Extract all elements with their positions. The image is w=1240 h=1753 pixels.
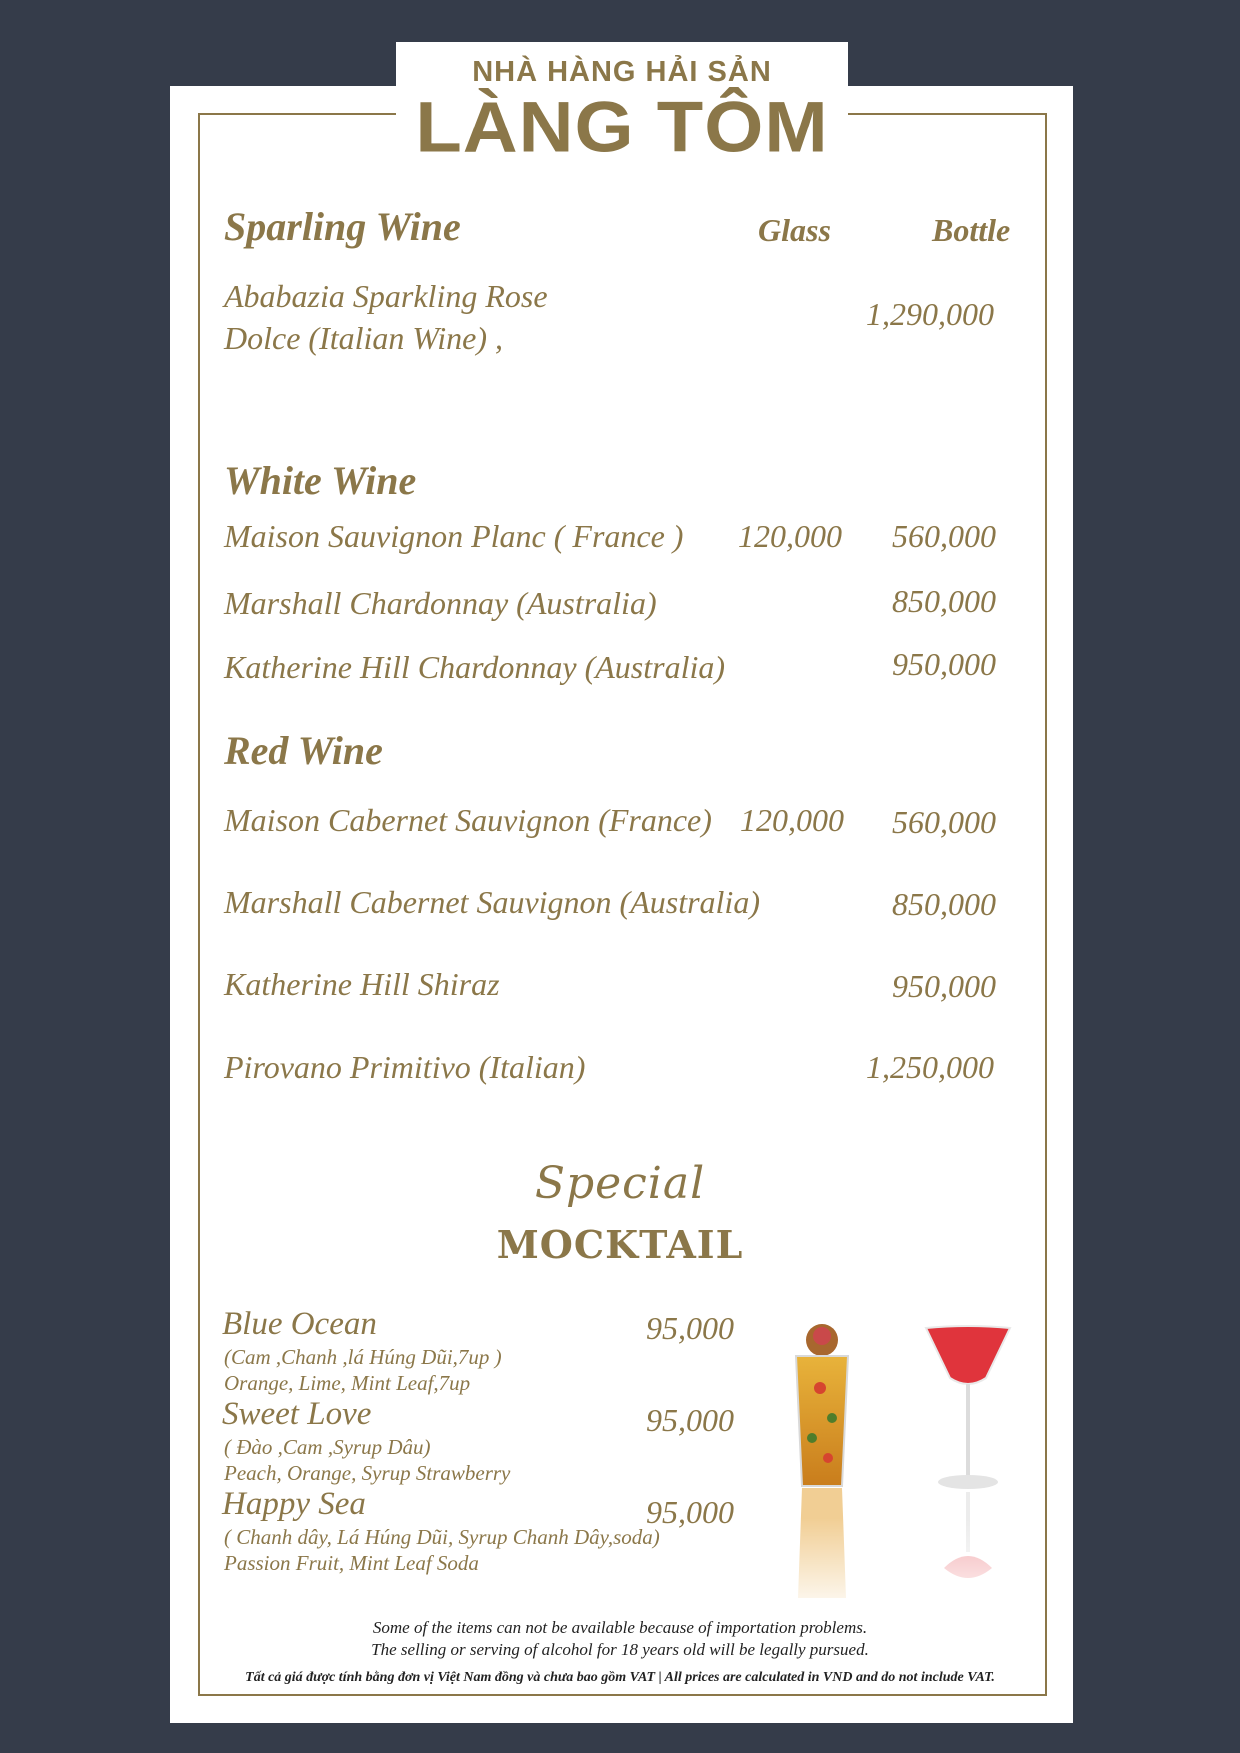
column-header-bottle: Bottle: [932, 212, 1011, 248]
section-title-white: White Wine: [224, 458, 417, 503]
mocktail-english: Orange, Lime, Mint Leaf,7up: [224, 1371, 471, 1395]
column-header-glass: Glass: [758, 212, 831, 248]
mocktail-english: Peach, Orange, Syrup Strawberry: [224, 1461, 511, 1485]
restaurant-logo: [396, 42, 848, 168]
section-title-sparkling: Sparling Wine: [224, 204, 461, 249]
bottle-price: 850,000: [892, 583, 996, 619]
glass-price: 120,000: [740, 802, 844, 838]
mocktail-price: 95,000: [646, 1310, 734, 1346]
menu-item-name: Katherine Hill Chardonnay (Australia): [224, 649, 726, 685]
special-script-title: Special: [534, 1158, 706, 1209]
alcohol-note: The selling or serving of alcohol for 18 years old will be legally pursued.: [371, 1640, 869, 1659]
mocktail-drinks-illustration: [780, 1318, 1030, 1618]
bottle-price: 560,000: [892, 518, 996, 554]
mocktail-name: Sweet Love: [222, 1396, 372, 1432]
mocktail-price: 95,000: [646, 1402, 734, 1438]
menu-item-name: Pirovano Primitivo (Italian): [224, 1049, 586, 1085]
bottle-price: 1,250,000: [866, 1049, 994, 1085]
logo-name: LÀNG TÔM: [415, 87, 829, 168]
menu-item-name: Dolce (Italian Wine) ,: [224, 320, 504, 356]
bottle-price: 950,000: [892, 646, 996, 682]
bottle-price: 1,290,000: [866, 296, 994, 332]
menu-item-name: Katherine Hill Shiraz: [224, 966, 500, 1002]
mocktail-price: 95,000: [646, 1494, 734, 1530]
menu-item-name: Marshall Chardonnay (Australia): [224, 585, 657, 621]
menu-item-name: Maison Sauvignon Planc ( France ): [224, 518, 684, 554]
mocktail-vietnamese: ( Đào ,Cam ,Syrup Dâu): [224, 1435, 431, 1459]
mocktail-english: Passion Fruit, Mint Leaf Soda: [224, 1551, 479, 1575]
menu-item-name: Maison Cabernet Sauvignon (France): [224, 802, 712, 838]
glass-price: 120,000: [738, 518, 842, 554]
price-vat-note: Tất cả giá được tính bằng đơn vị Việt Nam đồng và chưa bao gồm VAT | All prices are calculated in VND and do not include VAT.: [245, 1670, 995, 1685]
mocktail-vietnamese: (Cam ,Chanh ,lá Húng Dũi,7up ): [224, 1345, 502, 1369]
menu-item-name: Ababazia Sparkling Rose: [224, 278, 548, 314]
mocktail-vietnamese: ( Chanh dây, Lá Húng Dũi, Syrup Chanh Dây,soda): [224, 1525, 660, 1549]
mocktail-title: MOCKTAIL: [496, 1222, 744, 1267]
bottle-price: 560,000: [892, 804, 996, 840]
bottle-price: 950,000: [892, 968, 996, 1004]
bottle-price: 850,000: [892, 886, 996, 922]
logo-subtitle: NHÀ HÀNG HẢI SẢN: [472, 56, 772, 88]
availability-note: Some of the items can not be available because of importation problems.: [372, 1618, 868, 1637]
section-title-red: Red Wine: [224, 728, 383, 773]
menu-item-name: Marshall Cabernet Sauvignon (Australia): [224, 884, 760, 920]
mocktail-name: Happy Sea: [222, 1486, 366, 1522]
mocktail-name: Blue Ocean: [222, 1306, 377, 1342]
